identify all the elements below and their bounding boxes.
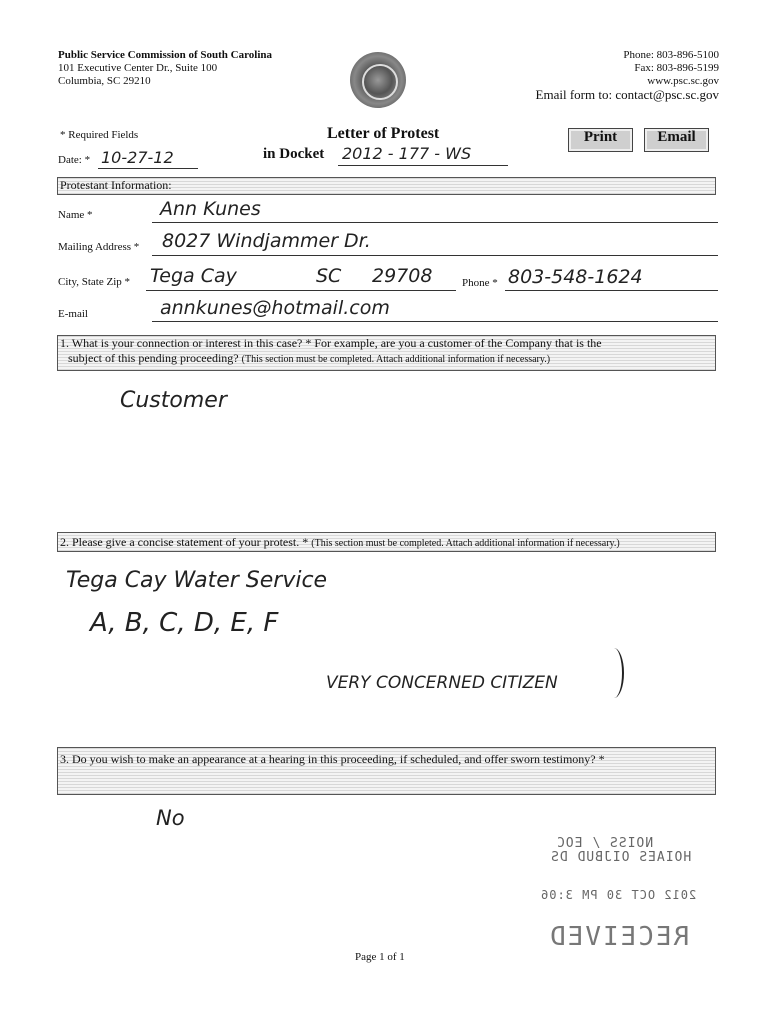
docket-value[interactable]: 2012 - 177 - WS <box>342 144 472 163</box>
website-link[interactable]: www.psc.sc.gov <box>647 75 719 87</box>
fax-text: Fax: 803-896-5199 <box>634 62 719 74</box>
email-button[interactable]: Email <box>644 128 709 152</box>
docket-label: in Docket <box>263 146 325 162</box>
name-field[interactable]: Ann Kunes <box>160 198 261 220</box>
org-street: 101 Executive Center Dr., Suite 100 <box>58 62 218 74</box>
address-label: Mailing Address * <box>58 241 140 253</box>
zip-field[interactable]: 29708 <box>372 265 433 287</box>
q1-question-line2: subject of this pending proceeding? <box>68 351 239 365</box>
q2-note: (This section must be completed. Attach additional information if necessary.) <box>311 538 620 549</box>
handwritten-bracket-mark <box>604 648 624 698</box>
q2-answer-line1[interactable]: Tega Cay Water Service <box>66 568 328 593</box>
name-label: Name * <box>58 209 93 221</box>
city-state-zip-label: City, State Zip * <box>58 276 131 288</box>
email-label: E-mail <box>58 308 88 320</box>
org-address-block <box>58 49 272 88</box>
date-underline <box>98 168 198 169</box>
state-seal-logo <box>350 52 406 108</box>
stamp-line2: HOIAES OIJBUD DS <box>550 850 692 865</box>
q1-question: 1. What is your connection or interest in this case? * For example, are you a customer of the Company that is the <box>60 336 602 350</box>
q3-question: 3. Do you wish to make an appearance at a hearing in this proceeding, if scheduled, and offer sworn testimony? * <box>60 752 605 766</box>
stamp-received: RECEIVED <box>548 922 690 952</box>
email-to-text: Email form to: contact@psc.sc.gov <box>535 87 719 102</box>
q2-header <box>57 532 716 552</box>
phone-label: Phone * <box>462 277 498 289</box>
q3-answer[interactable]: No <box>156 806 185 830</box>
email-underline <box>152 321 718 322</box>
date-value[interactable]: 10-27-12 <box>101 148 174 167</box>
q3-header <box>57 747 716 795</box>
phone-underline <box>505 290 718 291</box>
q1-header <box>57 335 716 371</box>
q1-note: (This section must be completed. Attach additional information if necessary.) <box>241 354 551 365</box>
form-title: Letter of Protest <box>327 125 440 142</box>
page-number: Page 1 of 1 <box>355 951 405 963</box>
name-underline <box>152 222 718 223</box>
q1-answer[interactable]: Customer <box>120 388 227 413</box>
protestant-section-header <box>57 177 716 195</box>
state-field[interactable]: SC <box>316 265 342 287</box>
required-note: * Required Fields <box>60 129 139 141</box>
stamp-line3: 2012 OCT 30 PM 3:06 <box>540 888 697 902</box>
phone-text: Phone: 803-896-5100 <box>623 49 719 61</box>
q2-answer-line2[interactable]: A, B, C, D, E, F <box>90 608 279 638</box>
q2-question: 2. Please give a concise statement of your protest. * <box>60 535 309 549</box>
protestant-section-title: Protestant Information: <box>60 178 172 192</box>
city-field[interactable]: Tega Cay <box>150 265 237 287</box>
org-name: Public Service Commission of South Carolina <box>58 49 273 61</box>
city-underline <box>146 290 456 291</box>
org-city: Columbia, SC 29210 <box>58 75 151 87</box>
q2-answer-line3[interactable]: VERY CONCERNED CITIZEN <box>326 673 558 693</box>
contact-block <box>536 49 719 101</box>
email-field[interactable]: annkunes@hotmail.com <box>160 297 390 319</box>
print-button[interactable]: Print <box>568 128 633 152</box>
docket-underline <box>338 165 508 166</box>
stamp-line1: NOISS / EOC <box>556 836 654 851</box>
date-label: Date: * <box>58 154 91 166</box>
phone-field[interactable]: 803-548-1624 <box>508 266 643 288</box>
address-underline <box>152 255 718 256</box>
address-field[interactable]: 8027 Windjammer Dr. <box>162 230 371 252</box>
